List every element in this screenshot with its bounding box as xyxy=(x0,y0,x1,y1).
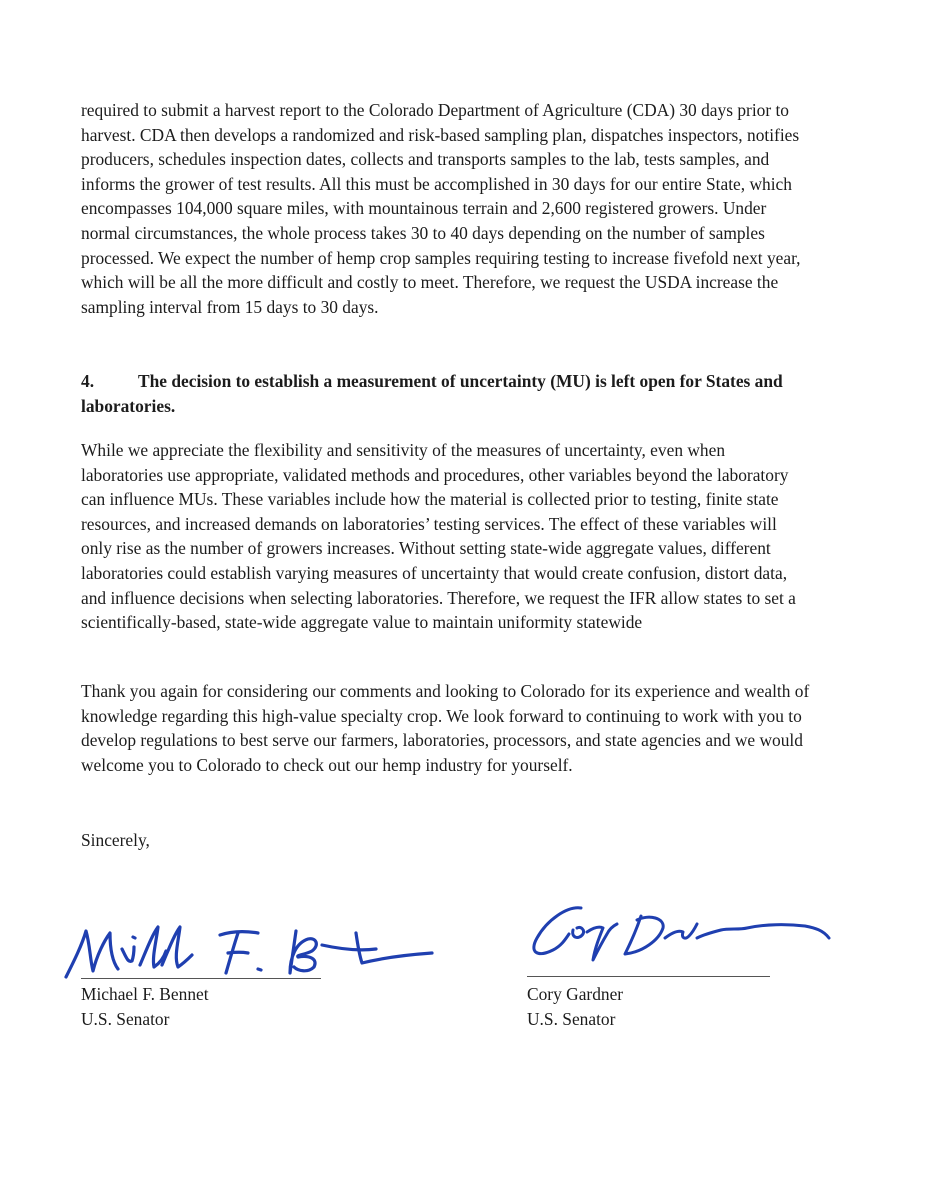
body-paragraph-thank-you: Thank you again for considering our comments and looking to Colorado for its experience and wealth of knowledge regarding this high-value specialty crop. We look forward to continuing to work with you to develop regulations to best serve our farmers, laboratories, processors, and state agencies and we would welcome you to Colorado to check out our hemp industry for yourself. xyxy=(81,681,810,775)
section-heading-text: The decision to establish a measurement of uncertainty (MU) is left open for States and laboratories. xyxy=(81,371,783,416)
body-paragraph-measurement-uncertainty: While we appreciate the flexibility and sensitivity of the measures of uncertainty, even when laboratories use appropriate, validated methods and procedures, other variables beyond the laboratory can influence MUs. These variables include how the material is collected prior to testing, finite state resources, and increased demands on laboratories’ testing services. The effect of these variables will only rise as the number of growers increases. Without setting state-wide aggregate values, different laboratories could establish varying measures of uncertainty that would create confusion, distort data, and influence decisions when selecting laboratories. Therefore, we request the IFR allow states to set a scientifically-based, state-wide aggregate value to maintain uniformity statewide xyxy=(81,440,796,633)
body-paragraph-sampling-interval: required to submit a harvest report to the Colorado Department of Agriculture (CDA) 30 days prior to harvest. CDA then develops a randomized and risk-based sampling plan, dispatches inspectors, notifies producers, schedules inspection dates, collects and transports samples to the lab, tests samples, and informs the grower of test results. All this must be accomplished in 30 days for our entire State, which encompasses 104,000 square miles, with mountainous terrain and 2,600 registered growers. Under normal circumstances, the whole process takes 30 to 40 days depending on the number of samples processed. We expect the number of hemp crop samples requiring testing to increase fivefold next year, which will be all the more difficult and costly to meet. Therefore, we request the USDA increase the sampling interval from 15 days to 30 days. xyxy=(81,100,801,317)
signer-title-bennet: U.S. Senator xyxy=(81,1009,170,1029)
signature-line-gardner xyxy=(527,976,770,977)
signature-line-bennet xyxy=(81,978,321,979)
section-number: 4. xyxy=(81,371,95,391)
section-heading-4 xyxy=(81,369,811,418)
closing-salutation: Sincerely, xyxy=(81,830,150,850)
signer-title-gardner: U.S. Senator xyxy=(527,1009,616,1029)
signature-bennet xyxy=(60,905,440,985)
signature-gardner xyxy=(525,900,835,970)
signer-name-bennet: Michael F. Bennet xyxy=(81,984,209,1004)
signer-name-gardner: Cory Gardner xyxy=(527,984,624,1004)
